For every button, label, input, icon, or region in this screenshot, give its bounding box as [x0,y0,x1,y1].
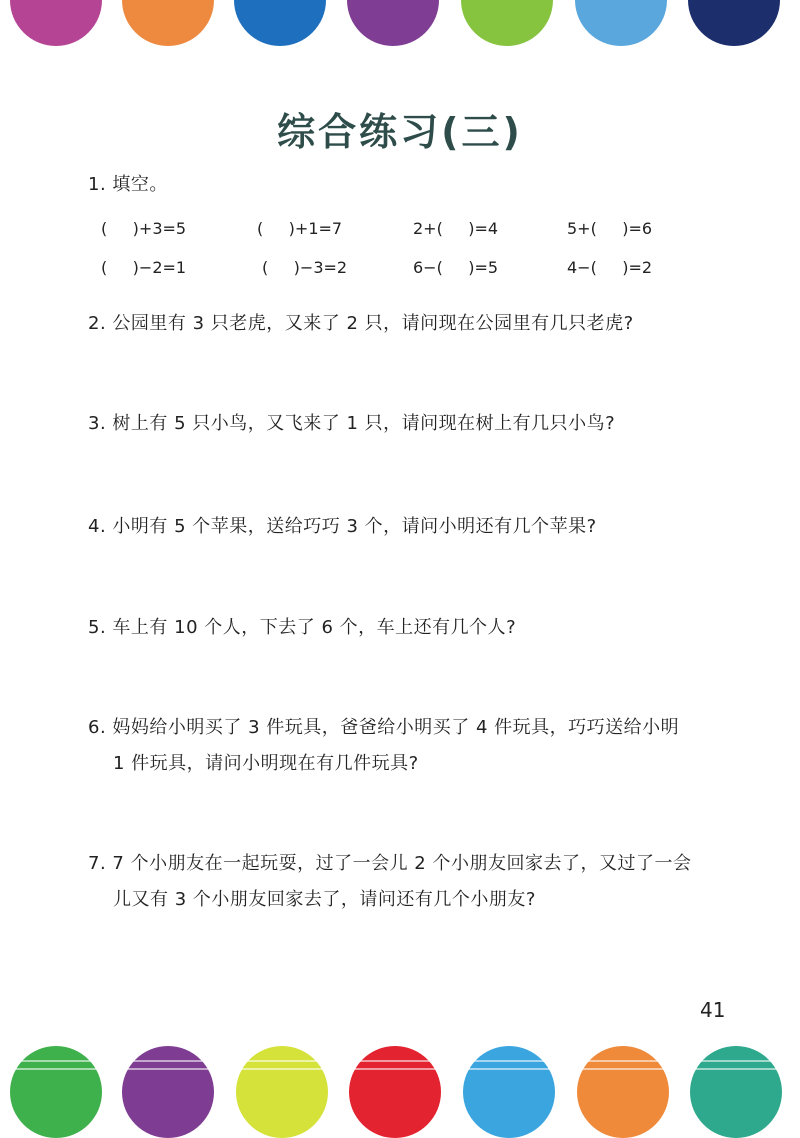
question-1: 1. 填空。 [88,174,168,195]
fill-blank-1-4: 5+( )=6 [567,219,653,238]
question-5: 5. 车上有 10 个人，下去了 6 个，车上还有几个人? [88,617,517,638]
decor-semicircle-blue [234,0,326,46]
decor-semicircle-orange [577,1046,669,1138]
fill-blank-1-1: ( )+3=5 [101,219,187,238]
decor-semicircle-orange [122,0,214,46]
decor-semicircle-magenta [10,0,102,46]
question-7 [88,846,691,918]
question-6-line-1: 6. 妈妈给小明买了 3 件玩具，爸爸给小明买了 4 件玩具，巧巧送给小明 [88,717,680,738]
question-3: 3. 树上有 5 只小鸟，又飞来了 1 只，请问现在树上有几只小鸟? [88,413,616,434]
decor-semicircle-purple [347,0,439,46]
decor-semicircle-yellow-green [236,1046,328,1138]
decor-semicircle-light-blue [575,0,667,46]
decor-semicircle-green [10,1046,102,1138]
decor-semicircle-red [349,1046,441,1138]
fill-blank-2-2: ( )−3=2 [262,258,348,277]
decor-semicircle-teal [690,1046,782,1138]
fill-blank-1-3: 2+( )=4 [413,219,499,238]
decor-semicircle-navy [688,0,780,46]
question-7-line-2: 儿又有 3 个小朋友回家去了，请问还有几个小朋友? [113,889,536,910]
question-2: 2. 公园里有 3 只老虎，又来了 2 只，请问现在公园里有几只老虎? [88,313,634,334]
question-6-line-2: 1 件玩具，请问小明现在有几件玩具? [113,753,419,774]
page-number: 41 [700,998,726,1022]
fill-blank-2-3: 6−( )=5 [413,258,499,277]
decor-semicircle-light-blue [463,1046,555,1138]
question-7-line-1: 7. 7 个小朋友在一起玩耍，过了一会儿 2 个小朋友回家去了，又过了一会 [88,853,692,874]
question-6 [88,710,679,782]
fill-blank-1-2: ( )+1=7 [257,219,343,238]
question-4: 4. 小明有 5 个苹果，送给巧巧 3 个，请问小明还有几个苹果? [88,516,597,537]
decor-semicircle-green [461,0,553,46]
page-title: 综合练习(三) [277,110,523,155]
fill-blank-2-4: 4−( )=2 [567,258,653,277]
decor-semicircle-purple [122,1046,214,1138]
fill-blank-2-1: ( )−2=1 [101,258,187,277]
